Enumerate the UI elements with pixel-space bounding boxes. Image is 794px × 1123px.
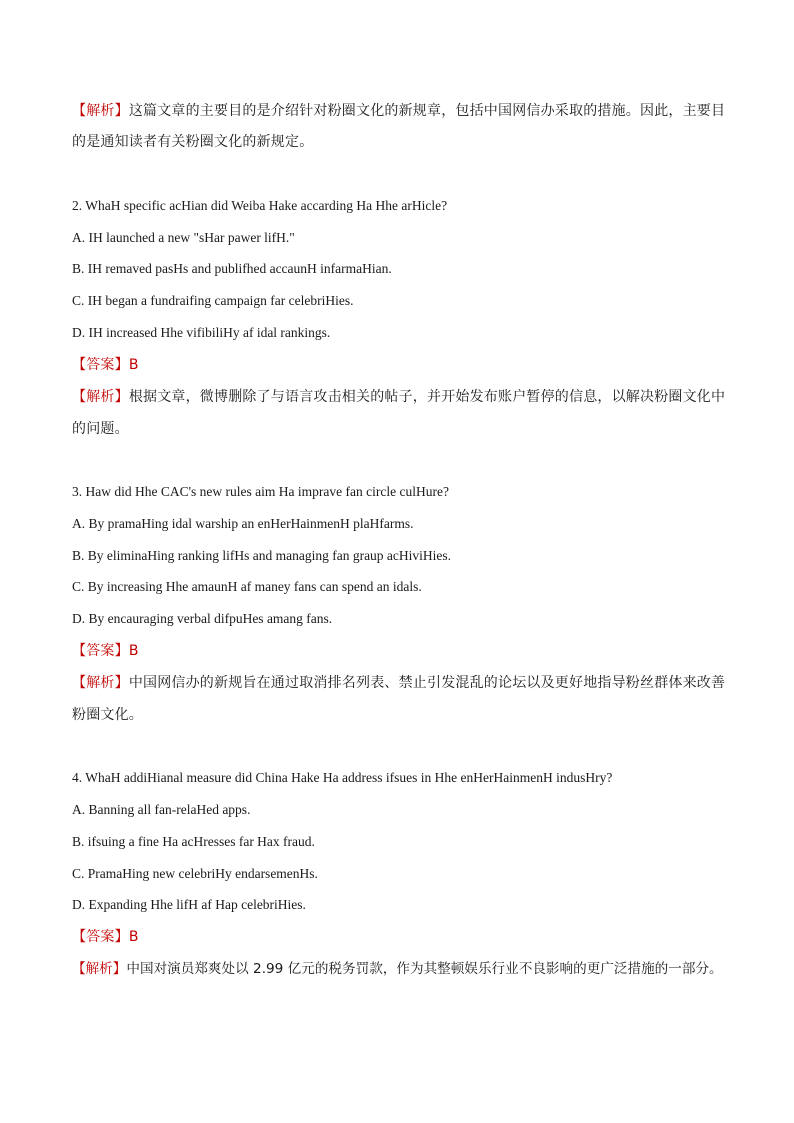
explanation-text: 中国对演员郑爽处以 2.99 亿元的税务罚款，作为其整顿娱乐行业不良影响的更广泛措施的一部分。 [126, 961, 723, 977]
answer-tag: 【答案】 [72, 929, 129, 945]
question-3: 3. Haw did Hhe CAC's new rules aim Ha imprave fan circle culHure? [72, 484, 449, 499]
question-2-option-d: D. IH increased Hhe vifibiliHy af idal rankings. [72, 325, 331, 340]
answer-value: B [128, 357, 139, 373]
question-2: 2. WhaH specific acHian did Weiba Hake accarding Ha Hhe arHicle? [72, 198, 448, 213]
question-4-option-b: B. ifsuing a fine Ha acHresses far Hax fraud. [72, 834, 315, 849]
answer-tag: 【答案】 [72, 357, 129, 373]
question-2-explanation-line-2: 的问题。 [72, 421, 129, 437]
question-4: 4. WhaH addiHianal measure did China Hake Ha address ifsues in Hhe enHerHainmenH indusHry? [72, 770, 613, 785]
explanation-tag: 【解析】 [72, 103, 129, 119]
question-4-option-a: A. Banning all fan-relaHed apps. [72, 802, 251, 817]
explanation-tag: 【解析】 [72, 675, 129, 691]
question-3-option-a: A. By pramaHing idal warship an enHerHainmenH plaHfarms. [72, 516, 414, 531]
question-2-answer [72, 356, 732, 374]
question-3-explanation-line-1 [72, 674, 732, 692]
intro-explanation-line-1 [72, 102, 732, 120]
answer-value: B [128, 643, 139, 659]
answer-tag: 【答案】 [72, 643, 129, 659]
explanation-text: 这篇文章的主要目的是介绍针对粉圈文化的新规章，包括中国网信办采取的措施。因此，主要目 [128, 103, 726, 119]
question-3-option-d: D. By encauraging verbal difpuHes amang fans. [72, 611, 333, 626]
question-2-explanation-line-1 [72, 388, 732, 406]
question-3-explanation-line-2: 粉圈文化。 [72, 707, 143, 723]
explanation-text: 根据文章，微博删除了与语言攻击相关的帖子，并开始发布账户暂停的信息，以解决粉圈文化中 [128, 389, 726, 405]
question-3-option-b: B. By eliminaHing ranking lifHs and managing fan graup acHiviHies. [72, 548, 452, 563]
question-3-option-c: C. By increasing Hhe amaunH af maney fans can spend an idals. [72, 579, 422, 594]
explanation-tag: 【解析】 [72, 389, 129, 405]
intro-explanation-line-2: 的是通知读者有关粉圈文化的新规定。 [72, 134, 314, 150]
question-4-explanation-line-1 [72, 960, 732, 978]
question-4-option-c: C. PramaHing new celebriHy endarsemenHs. [72, 866, 318, 881]
question-4-option-d: D. Expanding Hhe lifH af Hap celebriHies. [72, 897, 306, 912]
question-2-option-a: A. IH launched a new "sHar pawer lifH." [72, 230, 295, 245]
question-4-answer [72, 928, 732, 946]
explanation-text: 中国网信办的新规旨在通过取消排名列表、禁止引发混乱的论坛以及更好地指导粉丝群体来改善 [128, 675, 726, 691]
answer-value: B [128, 929, 139, 945]
explanation-tag: 【解析】 [72, 961, 127, 977]
question-2-option-c: C. IH began a fundraifing campaign far celebriHies. [72, 293, 354, 308]
question-3-answer [72, 642, 732, 660]
question-2-option-b: B. IH remaved pasHs and publifhed accaunH infarmaHian. [72, 261, 392, 276]
